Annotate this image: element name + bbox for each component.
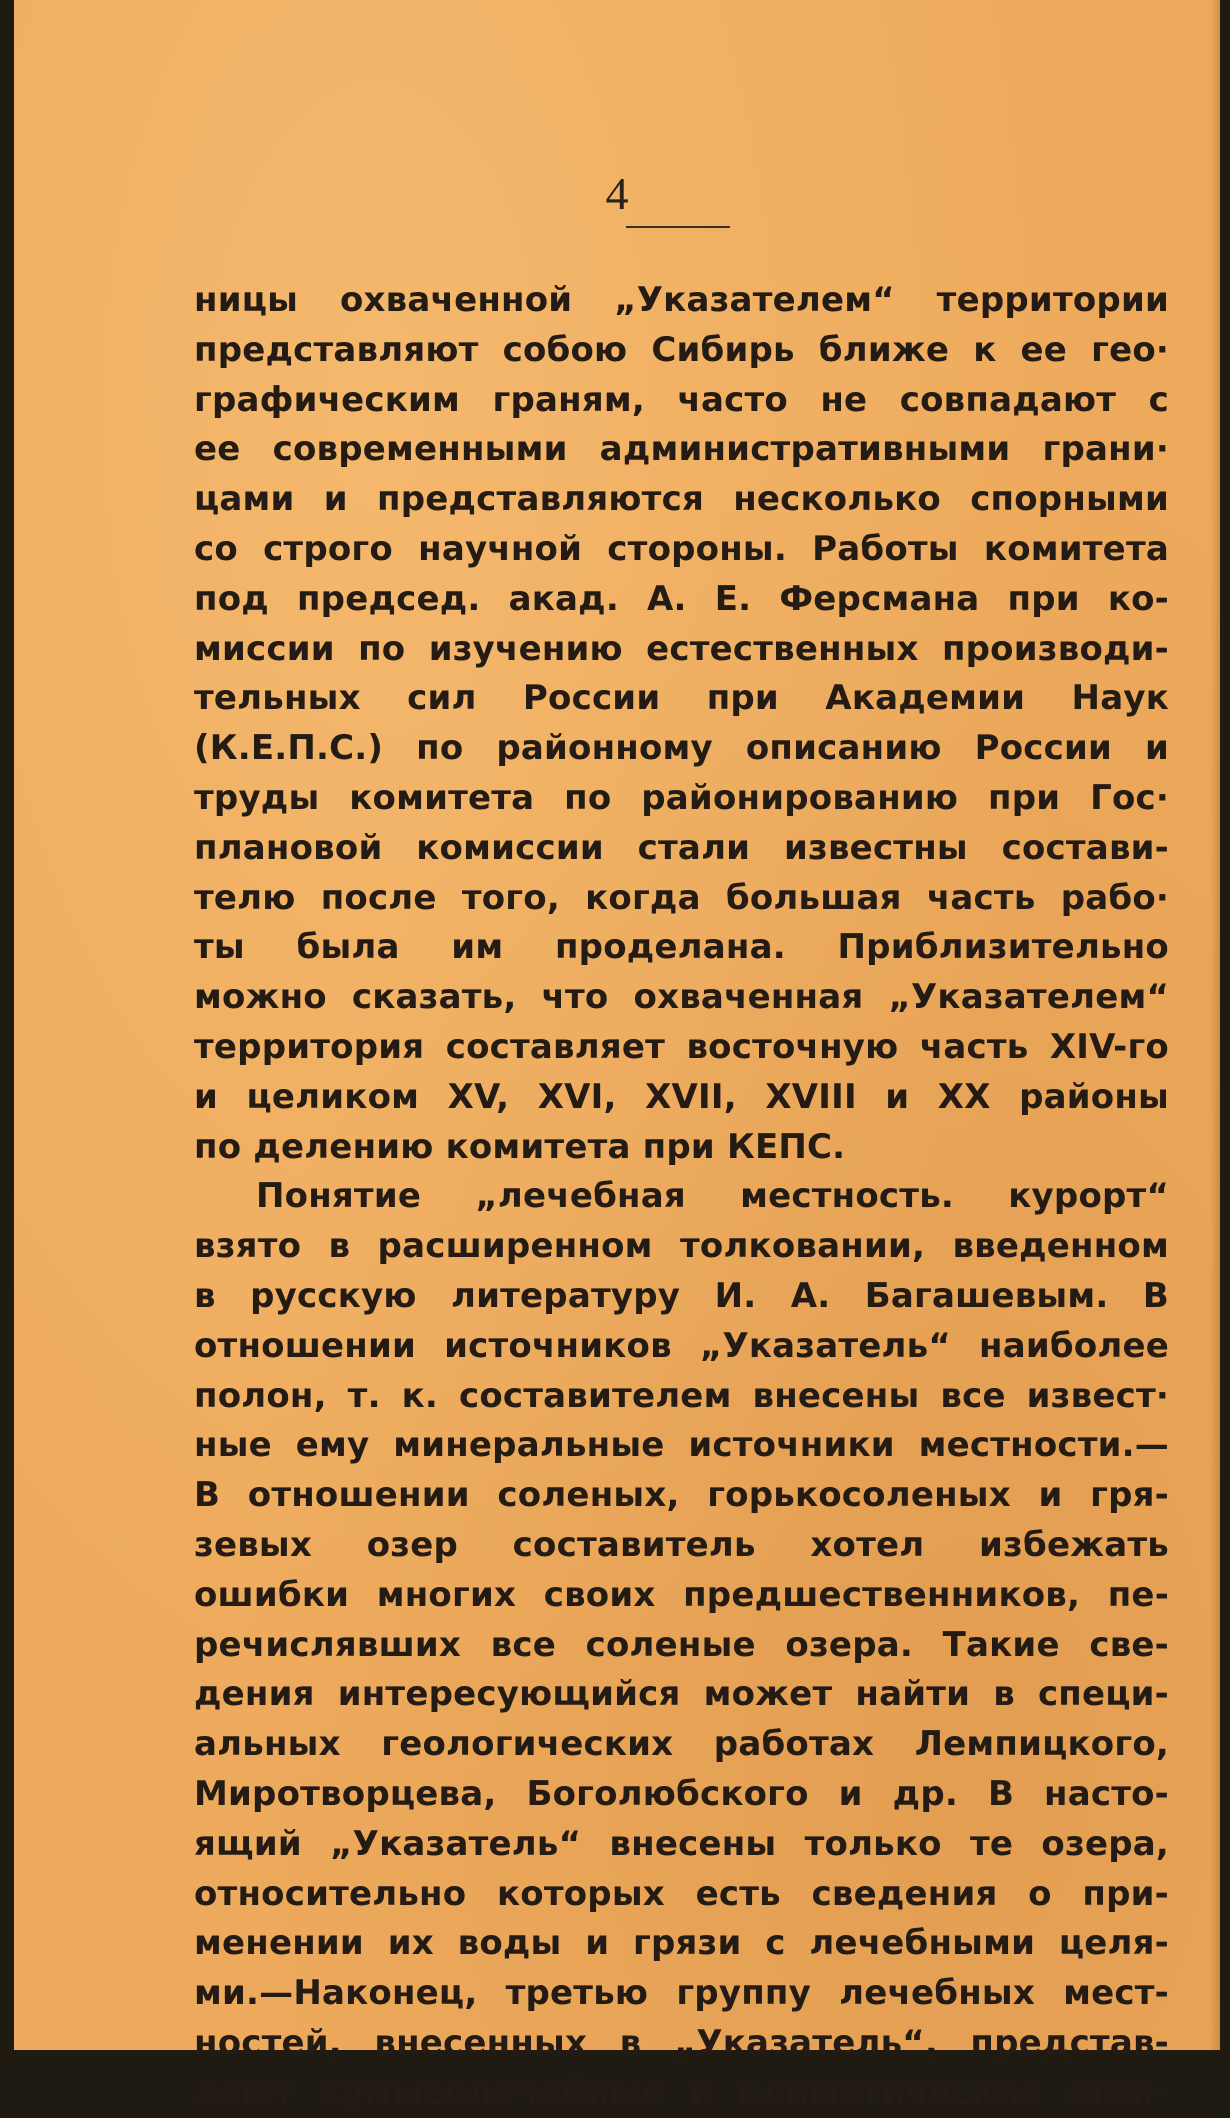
page-number-rule (626, 226, 730, 228)
text-line: труды комитета по районированию при Гос· (194, 777, 1169, 818)
text-line: относительно которых есть сведения о при- (194, 1873, 1169, 1914)
text-line: ницы охваченной „Указателем“ территории (194, 280, 1169, 320)
text-line: миссии по изучению естественных производи- (194, 628, 1169, 669)
text-line: дения интересующийся может найти в специ- (194, 1674, 1169, 1715)
text-line: ми.—Наконец, третью группу лечебных мест- (194, 1973, 1169, 2014)
text-line: ные ему минеральные источники местности.— (194, 1425, 1169, 1466)
text-line: альных геологических работах Лемпицкого, (194, 1724, 1169, 1765)
paragraph (194, 1172, 1169, 2118)
text-line: зевых озер составитель хотел избежать (194, 1524, 1169, 1565)
text-line: и целиком XV, XVI, XVII, XVIII и XX районы (194, 1076, 1169, 1117)
text-line: под председ. акад. А. Е. Ферсмана при ко- (194, 578, 1169, 619)
text-line: ностей, внесенных в „Указатель“, представ- (194, 2022, 1169, 2063)
text-line: телю после того, когда большая часть рабо· (194, 877, 1169, 918)
text-line: цами и представляются несколько спорными (194, 479, 1169, 520)
text-line: В отношении соленых, горькосоленых и гря- (194, 1475, 1169, 1516)
text-line: (К.Е.П.С.) по районному описанию России и (194, 728, 1169, 769)
text-line: со строго научной стороны. Работы комитета (194, 528, 1169, 569)
text-line: по делению комитета при КЕПС. (194, 1126, 846, 1167)
text-line: ляют кумысолечебные и климатические стан- (194, 2072, 1169, 2113)
text-line: графическим граням, часто не совпадают с (194, 379, 1169, 420)
text-line: отношении источников „Указатель“ наиболее (194, 1325, 1169, 1366)
text-line: ты была им проделана. Приблизительно (194, 927, 1169, 968)
text-line: Миротворцева, Боголюбского и др. В насто- (194, 1773, 1169, 1814)
text-line: взято в расширенном толковании, введенном (194, 1226, 1169, 1267)
text-line: территория составляет восточную часть XIV-го (194, 1026, 1169, 1067)
text-line: ее современными административными грани· (194, 429, 1169, 470)
text-line: речислявших все соленые озера. Такие све- (194, 1624, 1169, 1665)
body-text (194, 276, 1169, 2118)
text-line: полон, т. к. составителем внесены все извест· (194, 1375, 1169, 1416)
text-line: тельных сил России при Академии Наук (194, 678, 1169, 719)
text-line: представляют собою Сибирь ближе к ее гео· (194, 329, 1169, 370)
page-number: 4 (605, 168, 629, 219)
text-line: ящий „Указатель“ внесены только те озера, (194, 1823, 1169, 1864)
page-edge-shadow (1210, 0, 1220, 2050)
text-line: Понятие „лечебная местность. курорт“ (256, 1176, 1169, 1217)
text-line: в русскую литературу И. А. Багашевым. В (194, 1275, 1169, 1316)
text-line: менении их воды и грязи с лечебными целя- (194, 1923, 1169, 1964)
text-line: можно сказать, что охваченная „Указателем“ (194, 977, 1169, 1018)
text-line: ошибки многих своих предшественников, пе- (194, 1574, 1169, 1615)
paragraph (194, 276, 1169, 1172)
text-line: плановой комиссии стали известны состави- (194, 827, 1169, 868)
document-page (14, 0, 1220, 2113)
